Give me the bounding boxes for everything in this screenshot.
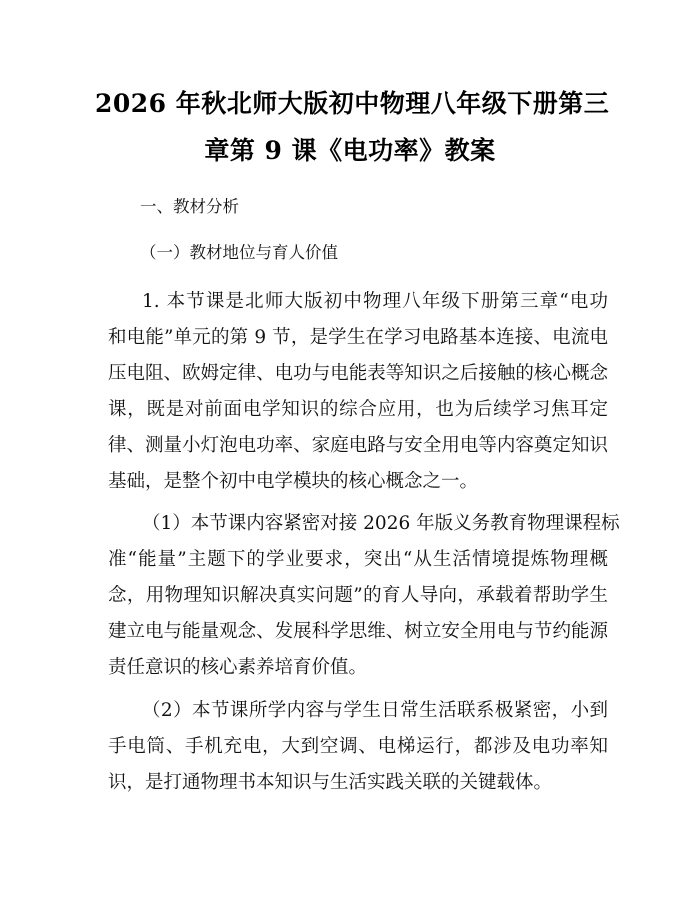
paragraph-3 (108, 693, 608, 801)
paragraph-line: （1）本节课内容紧密对接 2026 年版义务教育物理课程标 (142, 513, 620, 534)
paragraph-line: 准“能量”主题下的学业要求，突出“从生活情境提炼物理概 (108, 549, 608, 570)
paragraph-1 (108, 284, 608, 500)
paragraph-line: 基础，是整个初中电学模块的核心概念之一。 (108, 471, 479, 492)
paragraph-line: 建立电与能量观念、发展科学思维、树立安全用电与节约能源 (108, 621, 608, 642)
subsection-heading: （一）教材地位与育人价值 (140, 243, 338, 262)
paragraph-line: 识，是打通物理书本知识与生活实践关联的关键载体。 (108, 772, 553, 793)
paragraph-line: 手电筒、手机充电，大到空调、电梯运行，都涉及电功率知 (108, 736, 608, 757)
paragraph-line: 念，用物理知识解决真实问题”的育人导向，承载着帮助学生 (108, 585, 608, 606)
paragraph-line: 1. 本节课是北师大版初中物理八年级下册第三章“电功 (142, 291, 608, 312)
document-title (95, 80, 610, 174)
title-line-1: 2026 年秋北师大版初中物理八年级下册第三 (95, 89, 610, 118)
paragraph-line: 压电阻、欧姆定律、电功与电能表等知识之后接触的核心概念 (108, 363, 608, 384)
paragraph-line: 课，既是对前面电学知识的综合应用，也为后续学习焦耳定 (108, 399, 608, 420)
title-line-2: 章第 9 课《电功率》教案 (204, 136, 496, 165)
paragraph-line: （2）本节课所学内容与学生日常生活联系极紧密，小到 (142, 700, 608, 721)
paragraph-line: 和电能”单元的第 9 节，是学生在学习电路基本连接、电流电 (108, 327, 608, 348)
paragraph-line: 律、测量小灯泡电功率、家庭电路与安全用电等内容奠定知识 (108, 435, 608, 456)
paragraph-line: 责任意识的核心素养培育价值。 (108, 657, 368, 678)
paragraph-2 (108, 506, 620, 686)
section-heading: 一、教材分析 (140, 197, 239, 216)
